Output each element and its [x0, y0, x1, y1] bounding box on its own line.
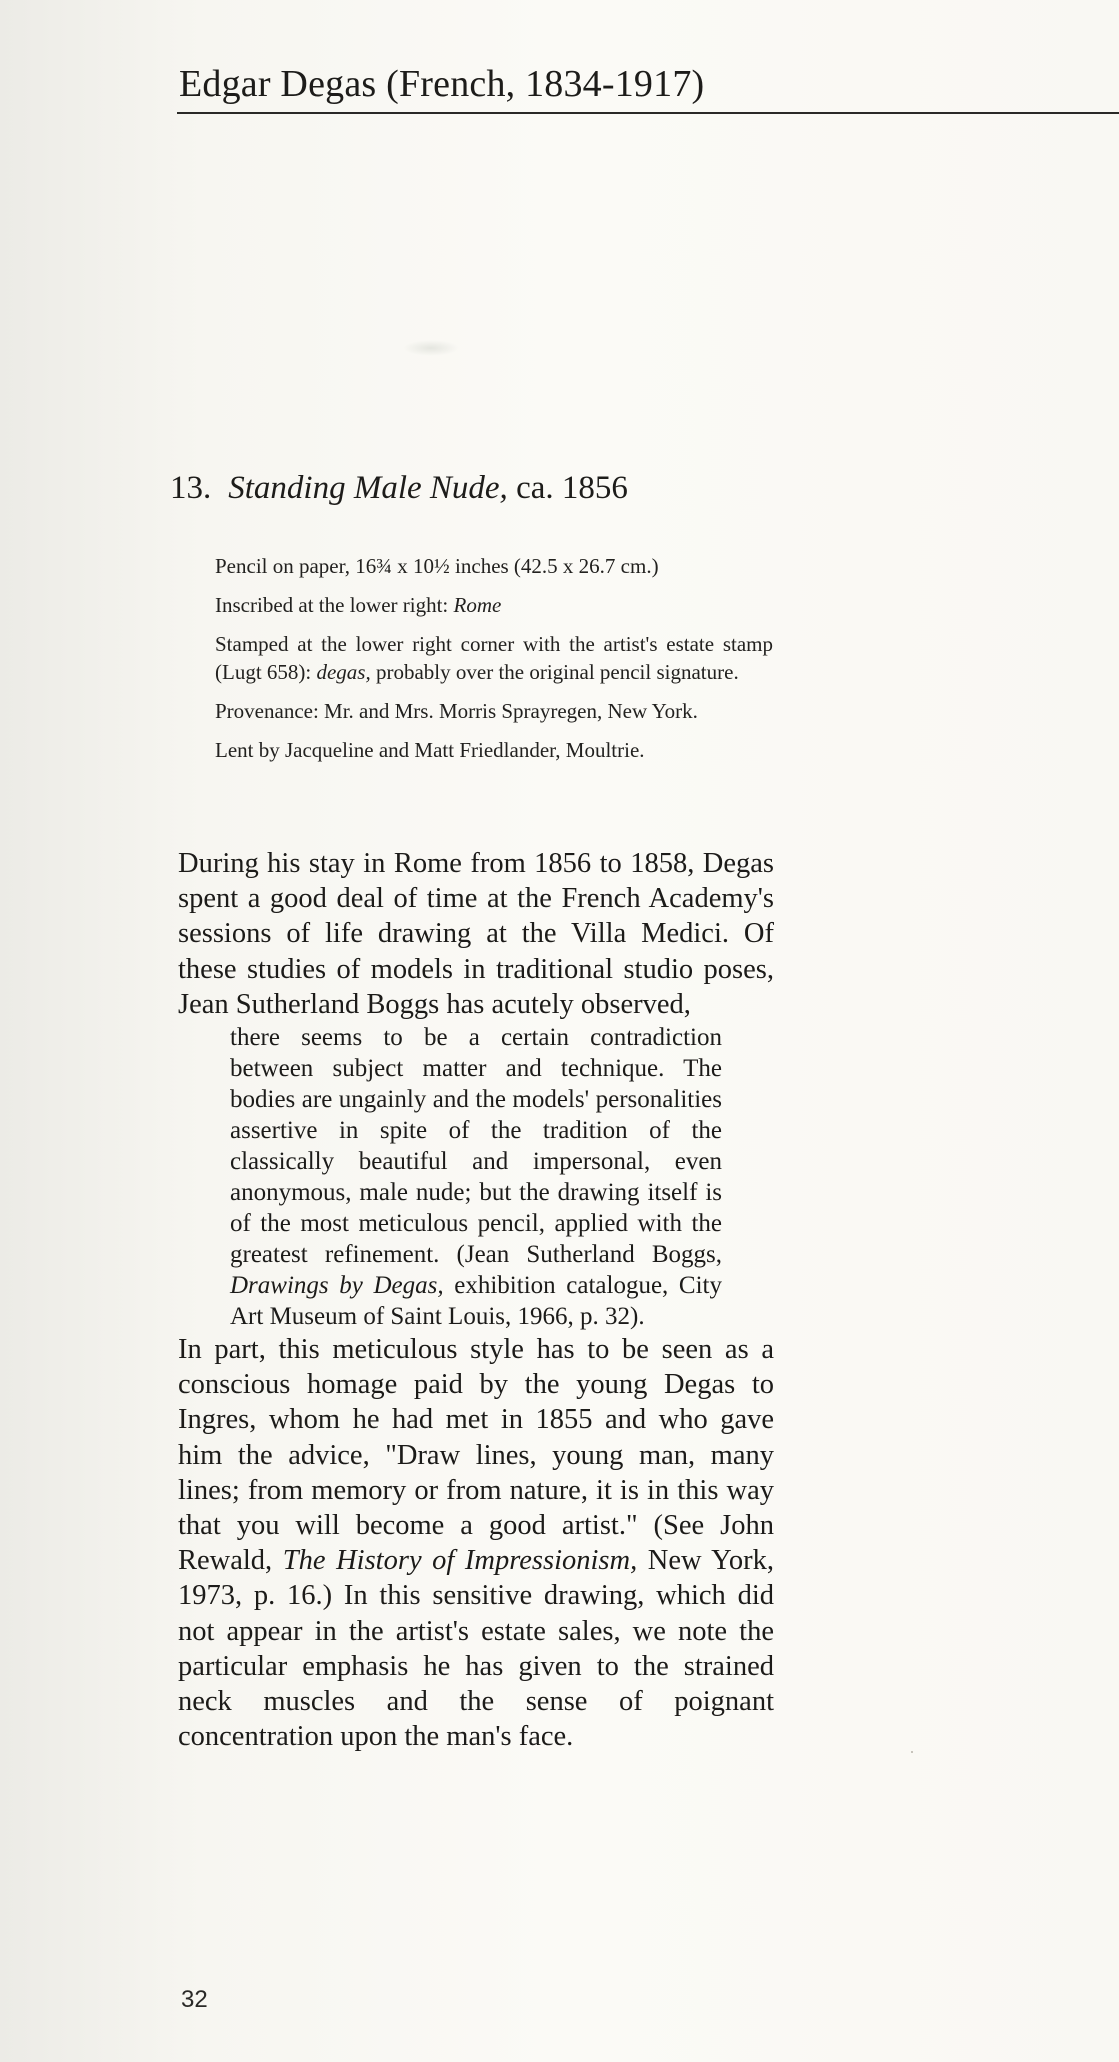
artist-heading: Edgar Degas (French, 1834-1917) — [179, 63, 705, 105]
block-quote — [230, 1022, 722, 1332]
paragraph-2-start: In part, this meticulous style has to be seen as a conscious homage paid by the young Degas to Ingres, whom he had met in 1855 and who gave him the advice, "Draw lines, young man, many lines; from memory or from nature, it is in this way that you will become a good artist." (See John Rewald, — [178, 1334, 774, 1577]
quote-text: there seems to be a certain contradiction between subject matter and technique. The bodies are ungainly and the models' personalities assertive in spite of the tradition of the classically beautiful and impersonal, even anonymous, male nude; but the drawing itself is of the most meticulous pencil, applied with the greatest refinement. (Jean Sutherland Boggs, — [230, 1024, 722, 1269]
entry-title — [170, 470, 628, 507]
inscription-value: Rome — [453, 593, 502, 617]
header-rule — [177, 112, 1119, 114]
page-number: 32 — [181, 1986, 208, 2013]
paper-smudge — [403, 340, 459, 356]
entry-number: 13. — [170, 470, 212, 506]
paragraph-2-book-title: The History of Impressionism, — [282, 1545, 638, 1577]
medium-dimensions: Pencil on paper, 16¾ x 10½ inches (42.5 x 26.7 cm.) — [215, 554, 659, 578]
stamp-value: degas, — [316, 660, 371, 684]
inscription — [215, 591, 773, 619]
paragraph-2-end: New York, 1973, p. 16.) In this sensitive drawing, which did not appear in the artist's estate sales, we note the particular emphasis he has given to the strained neck muscles and the sense of poignant concentration upon the man's face. — [178, 1545, 774, 1753]
quote-citation: exhibition catalogue, City Art Museum of Saint Louis, 1966, p. 32). — [230, 1272, 722, 1331]
essay-paragraph-2 — [178, 1332, 774, 1754]
essay — [178, 846, 774, 1754]
paper-speck — [911, 1751, 913, 1753]
provenance: Provenance: Mr. and Mrs. Morris Sprayregen, New York. — [215, 699, 698, 723]
artwork-title: Standing Male Nude, — [228, 470, 508, 506]
stamp-note — [215, 630, 773, 686]
lender: Lent by Jacqueline and Matt Friedlander, Moultrie. — [215, 738, 645, 762]
quote-book-title: Drawings by Degas, — [230, 1272, 444, 1300]
stamp-suffix: probably over the original pencil signature. — [370, 660, 739, 684]
artwork-date: ca. 1856 — [516, 470, 628, 506]
stamp-prefix: Stamped at the lower right corner with the artist's estate stamp (Lugt 658): — [215, 632, 773, 684]
essay-paragraph-1: During his stay in Rome from 1856 to 1858, Degas spent a good deal of time at the French Academy's sessions of life drawing at the Villa Medici. Of these studies of models in traditional studio poses, Jean Sutherland Boggs has acutely observed, — [178, 848, 774, 1020]
inscription-label: Inscribed at the lower right: — [215, 593, 454, 617]
catalogue-metadata — [215, 552, 773, 775]
